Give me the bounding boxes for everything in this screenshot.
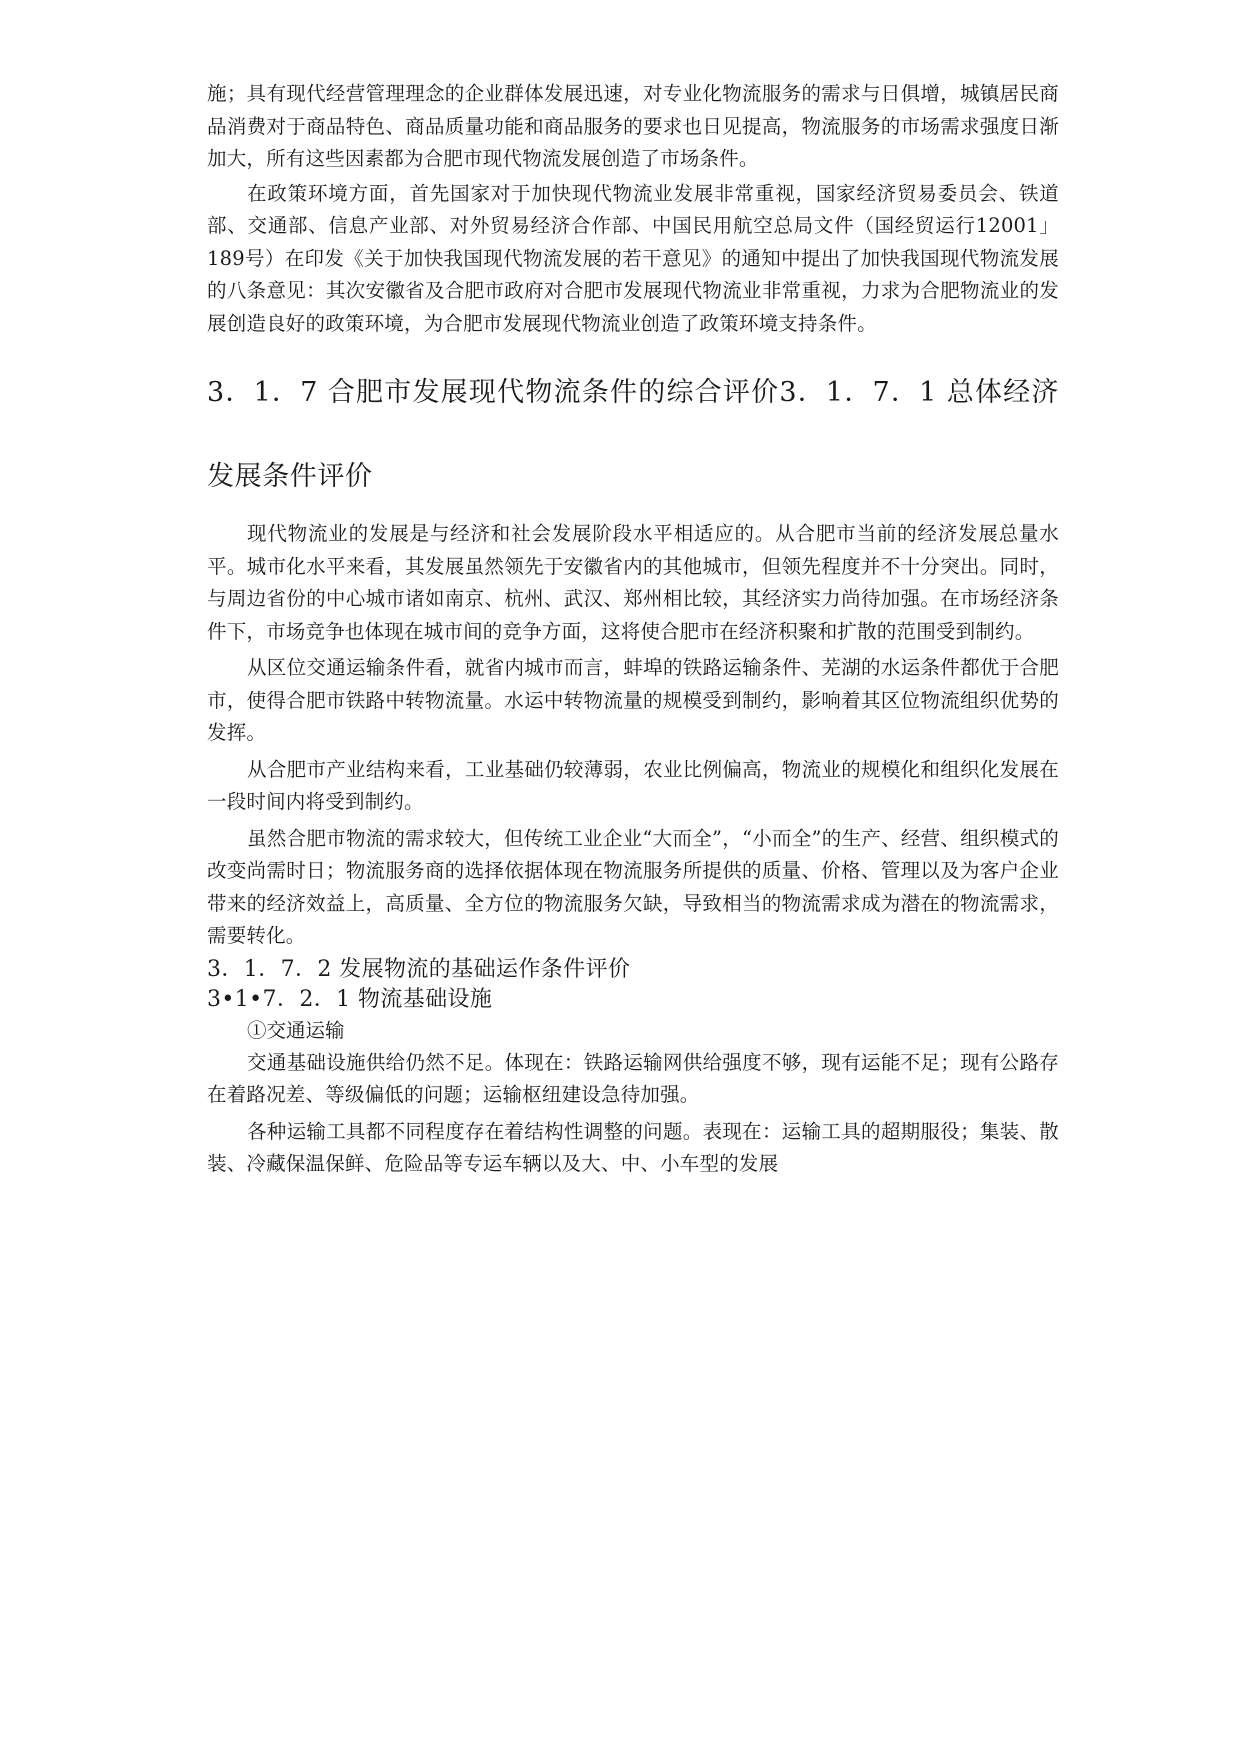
section-heading-3-1-7 <box>207 376 1059 512</box>
section-heading-line-2: 发展条件评价 <box>207 461 373 492</box>
list-item-transport: ①交通运输 <box>247 1018 345 1042</box>
paragraph-logistics-demand: 虽然合肥市物流的需求较大，但传统工业企业“大而全”，“小而全”的生产、经营、组织模式的改变尚需时日；物流服务商的选择依据体现在物流服务所提供的质量、价格、管理以及为客户企业带来的经济效益上，高质量、全方位的物流服务欠缺，导致相当的物流需求成为潜在的物流需求，需要转化。 <box>207 826 1059 947</box>
subsection-heading-3-1-7-2: 3．1．7．2 发展物流的基础运作条件评价 <box>207 956 631 982</box>
document-page <box>207 78 1059 1181</box>
paragraph-market-conditions: 施；具有现代经营管理理念的企业群体发展迅速，对专业化物流服务的需求与日俱增，城镇居民商品消费对于商品特色、商品质量功能和商品服务的要求也日见提高，物流服务的市场需求强度日渐加大，所有这些因素都为合肥市现代物流发展创造了市场条件。 <box>207 82 1059 170</box>
section-heading-line-1: 3．1．7 合肥市发展现代物流条件的综合评价3．1．7．1 总体经济 <box>207 377 1059 408</box>
subsection-heading-3-1-7-2-1: 3•1•7．2．1 物流基础设施 <box>207 986 493 1012</box>
paragraph-industrial-structure: 从合肥市产业结构来看，工业基础仍较薄弱，农业比例偏高，物流业的规模化和组织化发展在一段时间内将受到制约。 <box>207 757 1059 813</box>
paragraph-transport-vehicles: 各种运输工具都不同程度存在着结构性调整的问题。表现在：运输工具的超期服役；集装、散装、冷藏保温保鲜、危险品等专运车辆以及大、中、小车型的发展 <box>207 1119 1059 1175</box>
paragraph-policy-environment: 在政策环境方面，首先国家对于加快现代物流业发展非常重视，国家经济贸易委员会、铁道部、交通部、信息产业部、对外贸易经济合作部、中国民用航空总局文件（国经贸运行12001」189号）在印发《关于加快我国现代物流发展的若干意见》的通知中提出了加快我国现代物流发展的八条意见：其次安徽省及合肥市政府对合肥市发展现代物流业非常重视，力求为合肥物流业的发展创造良好的政策环境，为合肥市发展现代物流业创造了政策环境支持条件。 <box>207 181 1059 335</box>
paragraph-transport-location: 从区位交通运输条件看，就省内城市而言，蚌埠的铁路运输条件、芜湖的水运条件都优于合肥市，使得合肥市铁路中转物流量。水运中转物流量的规模受到制约，影响着其区位物流组织优势的发挥。 <box>207 656 1059 744</box>
paragraph-transport-infrastructure: 交通基础设施供给仍然不足。体现在：铁路运输网供给强度不够，现有运能不足；现有公路存在着路况差、等级偏低的问题；运输枢纽建设急待加强。 <box>207 1050 1059 1106</box>
paragraph-economic-evaluation: 现代物流业的发展是与经济和社会发展阶段水平相适应的。从合肥市当前的经济发展总量水平。城市化水平来看，其发展虽然领先于安徽省内的其他城市，但领先程度并不十分突出。同时，与周边省份的中心城市诸如南京、杭州、武汉、郑州相比较，其经济实力尚待加强。在市场经济条件下，市场竞争也体现在城市间的竞争方面，这将使合肥市在经济积聚和扩散的范围受到制约。 <box>207 522 1059 643</box>
